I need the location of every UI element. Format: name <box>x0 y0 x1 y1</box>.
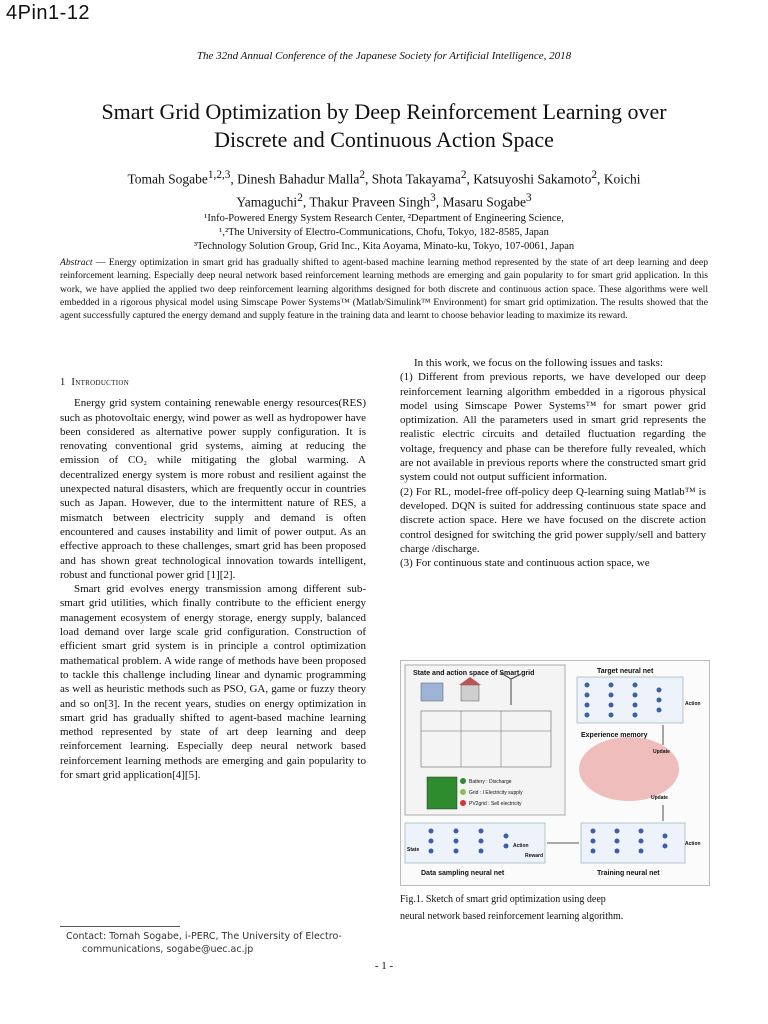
section-number: 1 <box>60 377 66 388</box>
conference-header: The 32nd Annual Conference of the Japanese Society for Artificial Intelligence, 2018 <box>196 50 572 62</box>
list-item: (2) For RL, model-free off-policy deep Q-learning suing Matlab™ is developed. DQN is suited for addressing continuous state space and discrete action space. Here we have focused on the discrete action control designed for switching the grid power supply/sell and battery charge /discharge. <box>400 485 706 555</box>
affiliation-line: ¹,²The University of Electro-Communications, Chofu, Tokyo, 182-8585, Japan <box>219 227 549 238</box>
author-text: , Koichi <box>597 171 641 187</box>
training-net-label: Training neural net <box>597 870 660 877</box>
action-label-1: Action <box>685 701 701 707</box>
action-label-2: Action <box>513 843 529 849</box>
target-net-box <box>577 677 683 723</box>
caption-line: neural network based reinforcement learning algorithm. <box>400 911 624 922</box>
legend-pv: PV2grid : Sell electricity <box>469 801 522 807</box>
abstract-label: Abstract <box>60 257 93 268</box>
author-text: , Thakur Praveen Singh <box>302 194 431 209</box>
experience-memory-label: Experience memory <box>581 732 648 739</box>
section-heading <box>60 376 366 390</box>
footnote <box>66 930 366 956</box>
caption-line: Fig.1. Sketch of smart grid optimization using deep <box>400 894 606 905</box>
legend-dot-battery <box>460 778 466 784</box>
update-label-2: Update <box>651 795 668 801</box>
paragraph: In this work, we focus on the following issues and tasks: <box>414 357 663 369</box>
author-sup: 3 <box>430 191 436 204</box>
paper-id: 4Pin1-12 <box>6 2 91 24</box>
title-line-2: Discrete and Continuous Action Space <box>214 127 554 152</box>
author-text: Yamaguchi <box>236 194 298 209</box>
figure-1 <box>400 660 710 886</box>
state-label: State <box>407 847 420 853</box>
paragraph: Energy grid system containing renewable energy resources(RES) such as photovoltaic energy, wind power as well as hydropower have been considered as alternative power supply configuration. It is renovating conventional grid systems, aiming at reducing the emission of CO₂ while mitigating the global warming. A decentralized energy system is more robust and resilient against the unexpected natural disasters, which are frequently occur in countries such as Japan. However, due to the intermittent nature of RES, a mismatch between electricity supply and demand is often encountered and causes instability and limit of power output. As an effective approach to these challenges, smart grid has been proposed and has shown great technological innovation towards intelligent, robust and functional power grid [1][2]. <box>60 397 366 581</box>
author-sup: 1,2,3 <box>207 169 231 181</box>
list-item: (3) For continuous state and continuous action space, we <box>400 557 650 570</box>
footnote-line: communications, sogabe@uec.ac.jp <box>82 944 254 955</box>
affiliation-line: ¹Info-Powered Energy System Research Center, ²Department of Engineering Science, <box>204 213 564 224</box>
list-item: (1) Different from previous reports, we have developed our deep reinforcement learning algorithm embedded in a rigorous physical model using Simscape Power Systems™ for smart power grid optimization. All the parameters used in smart grid represents the realistic electric circuits and detailed fluctuation regarding the voltage, frequency and phase can be therefore fully revealed, which are not available in previous reports where the constructed smart grid system could not output sufficient information. <box>400 371 706 484</box>
experience-memory-brain <box>579 737 679 801</box>
author-text: Tomah Sogabe <box>127 171 208 187</box>
action-label-3: Action <box>685 841 701 847</box>
author-text: , Dinesh Bahadur Malla <box>230 171 360 187</box>
legend-dot-pv <box>460 800 466 806</box>
affiliation-line: ³Technology Solution Group, Grid Inc., Kita Aoyama, Minato-ku, Tokyo, 107-0061, Japan <box>193 241 575 252</box>
target-net-label: Target neural net <box>597 668 654 675</box>
paper-title <box>40 98 728 154</box>
figure-caption <box>400 891 710 925</box>
legend-dot-grid <box>460 789 466 795</box>
reward-label: Reward <box>525 853 544 859</box>
paragraph: Smart grid evolves energy transmission among different sub-smart grid utilities, which finally contribute to the efficient energy management ecosystem of energy storage, energy supply, balanced load demand over large scale grid configuration. Construction of efficient smart grid system is in principle a control optimization mathematical problem. A wide range of methods have been proposed to tackle this challenge including linear and dynamic programming as well as heuristic methods such as PSO, GA, game or fuzzy theory and so on[3]. In the recent years, studies on energy optimization in smart grid has gradually shifted to agent-based machine learning method represented by state of art deep learning and deep reinforcement learning. Especially deep neural network based reinforcement learning methods are emerging and gain popularity to for smart grid application[4][5]. <box>60 583 366 782</box>
authors-line-2 <box>60 189 708 212</box>
sampling-net-label: Data sampling neural net <box>421 870 505 877</box>
section-title: Introduction <box>71 377 130 388</box>
page-number: - 1 - <box>374 960 394 972</box>
figure-diagram <box>401 661 709 885</box>
author-sup: 2 <box>297 191 303 204</box>
author-text: , Shota Takayama <box>364 171 461 187</box>
grid-control-box <box>427 777 457 809</box>
title-line-1: Smart Grid Optimization by Deep Reinforcement Learning over <box>101 99 667 124</box>
abstract-text: — Energy optimization in smart grid has gradually shifted to agent-based machine learning method represented by the state of art deep learning and deep reinforcement learning. Especially deep neural network based reinforcement learning methods are emerging and gain popularity to for smart grid application. In this work, we have applied the applied two deep reinforcement learning algorithms designed for both discrete and continuous action space. These algorithms were well embedded in a rigorous physical model using Simscape Power Systems™ (Matlab/Simulink™ Environment) for smart grid optimization. The results showed that the agent successfully captured the energy demand and supply feature in the training data and learnt to choose behavior leading to maximize its reward. <box>60 257 708 322</box>
legend-battery: Battery : Discharge <box>469 779 512 785</box>
author-sup: 2 <box>460 169 467 181</box>
training-net-box <box>581 823 685 863</box>
legend-grid: Grid : I Electricity supply <box>469 790 523 796</box>
author-list <box>60 166 708 211</box>
affiliations <box>60 212 708 254</box>
author-sup: 2 <box>359 169 365 181</box>
author-text: , Masaru Sogabe <box>435 194 527 209</box>
abstract <box>60 256 708 322</box>
state-action-label: State and action space of Smart grid <box>413 670 535 677</box>
pv-panel-icon <box>421 683 443 701</box>
authors-line-1 <box>60 166 708 189</box>
author-sup: 2 <box>591 169 598 181</box>
footnote-line: Contact: Tomah Sogabe, i-PERC, The University of Electro- <box>66 931 342 942</box>
author-text: , Katsuyoshi Sakamoto <box>466 171 592 187</box>
right-column <box>400 356 706 570</box>
left-column <box>60 376 366 782</box>
author-sup: 3 <box>526 191 532 204</box>
update-label-1: Update <box>653 749 670 755</box>
footnote-rule <box>60 926 180 927</box>
house-icon <box>461 685 479 701</box>
